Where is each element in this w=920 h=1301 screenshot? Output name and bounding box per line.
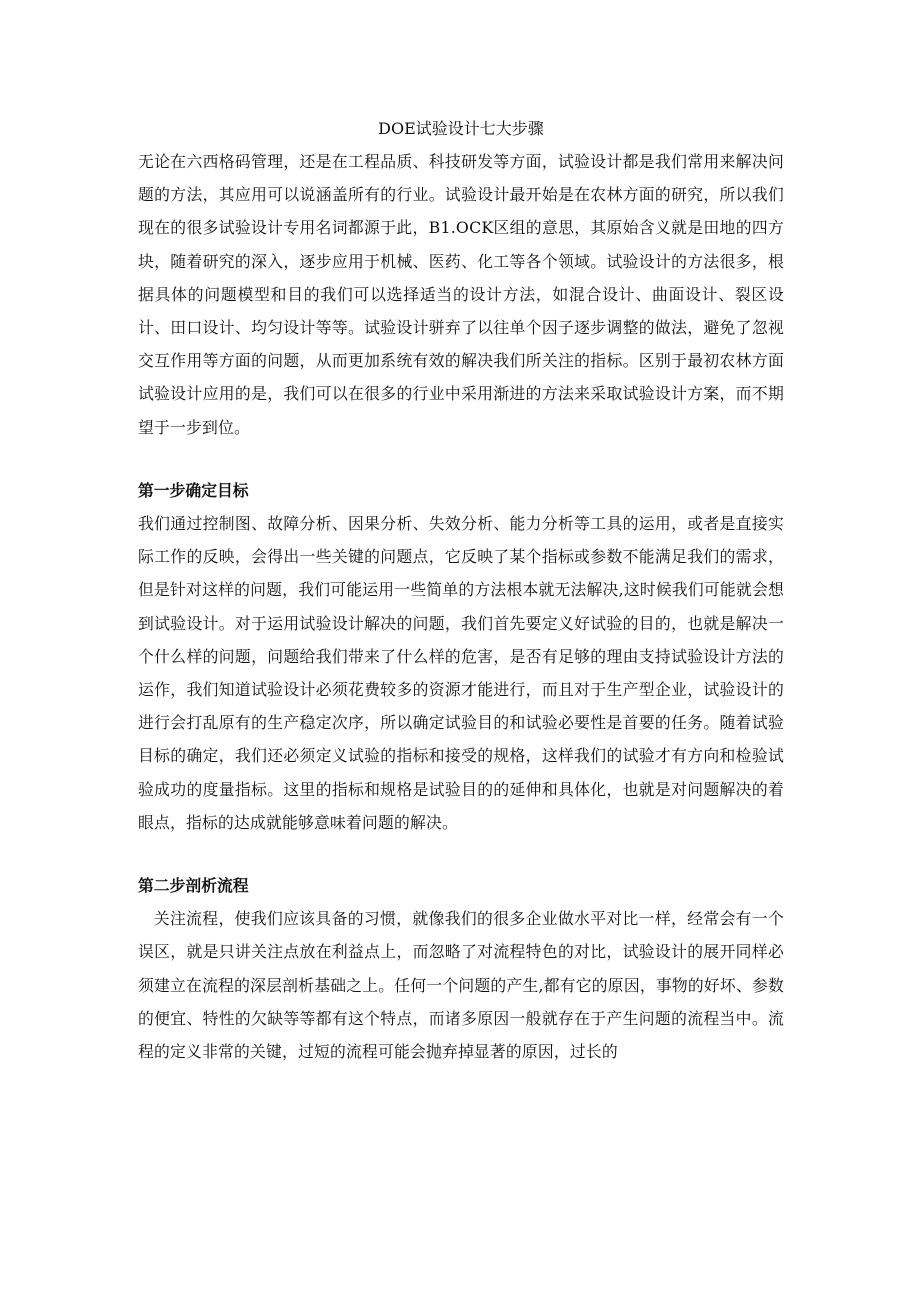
section-body-step-1: 我们通过控制图、故障分析、因果分析、失效分析、能力分析等工具的运用，或者是直接实际工作的反映，会得出一些关键的问题点，它反映了某个指标或参数不能满足我们的需求，但是针对这样的问题，我们可能运用一些简单的方法根本就无法解决,这时候我们可能就会想到试验设计。对于运用试验设计解决的问题，我们首先要定义好试验的目的，也就是解决一个什么样的问题，问题给我们带来了什么样的危害，是否有足够的理由支持试验设计方法的运作，我们知道试验设计必须花费较多的资源才能进行，而且对于生产型企业，试验设计的进行会打乱原有的生产稳定次序，所以确定试验目的和试验必要性是首要的任务。随着试验目标的确定，我们还必须定义试验的指标和接受的规格，这样我们的试验才有方向和检验试验成功的度量指标。这里的指标和规格是试验目的的延伸和具体化，也就是对问题解决的着眼点，指标的达成就能够意味着问题的解决。 bbox=[138, 514, 784, 832]
section-body-step-2: 关注流程，使我们应该具备的习惯，就像我们的很多企业做水平对比一样，经常会有一个误区，就是只讲关注点放在利益点上，而忽略了对流程特色的对比，试验设计的展开同样必须建立在流程的深层剖析基础之上。任何一个问题的产生,都有它的原因，事物的好坏、参数的便宜、特性的欠缺等等都有这个特点，而诸多原因一般就存在于产生问题的流程当中。流程的定义非常的关键，过短的流程可能会抛弃掉显著的原因，过长的 bbox=[138, 909, 784, 1062]
intro-paragraph: 无论在六西格码管理，还是在工程品质、科技研发等方面，试验设计都是我们常用来解决问题的方法，其应用可以说涵盖所有的行业。试验设计最开始是在农林方面的研究，所以我们现在的很多试验设计专用名词都源于此，B1.OCK区组的意思，其原始含义就是田地的四方块，随着研究的深入，逐步应用于机械、医药、化工等各个领域。试验设计的方法很多，根据具体的问题模型和目的我们可以选择适当的设计方法，如混合设计、曲面设计、裂区设计、田口设计、均匀设计等等。试验设计骈弃了以往单个因子逐步调整的做法，避免了忽视交互作用等方面的问题，从而更加系统有效的解决我们所关注的指标。区别于最初农林方面试验设计应用的是，我们可以在很多的行业中采用渐进的方法来采取试验设计方案，而不期望于一步到位。 bbox=[138, 152, 784, 437]
section-spacer bbox=[138, 444, 784, 474]
section-spacer bbox=[138, 839, 784, 869]
section-heading-step-1: 第一步确定目标 bbox=[138, 480, 249, 500]
section-heading-step-2: 第二步剖析流程 bbox=[138, 876, 249, 896]
document-title: DOE试验设计七大步骤 bbox=[378, 119, 544, 138]
document-body bbox=[138, 113, 784, 1068]
